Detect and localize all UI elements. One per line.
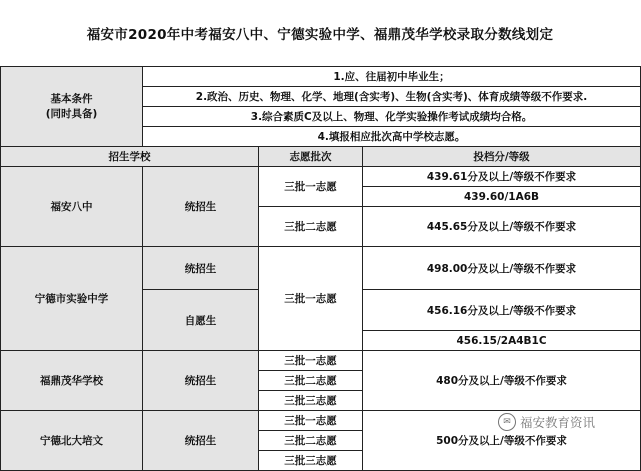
school-name: 宁德市实验中学: [1, 247, 143, 351]
batch-cell: 三批一志愿: [259, 411, 363, 431]
batch-cell: 三批一志愿: [259, 351, 363, 371]
admission-type: 统招生: [143, 411, 259, 471]
batch-cell: 三批一志愿: [259, 167, 363, 207]
condition-item: 1.应、往届初中毕业生；: [143, 67, 641, 87]
school-name: 福鼎茂华学校: [1, 351, 143, 411]
condition-item: 3.综合素质C及以上、物理、化学实验操作考试成绩均合格。: [143, 107, 641, 127]
batch-cell: 三批二志愿: [259, 431, 363, 451]
score-cell: 500分及以上/等级不作要求: [363, 411, 641, 471]
admission-type: 统招生: [143, 351, 259, 411]
score-cell: 498.00分及以上/等级不作要求: [363, 247, 641, 290]
score-cell: 456.15/2A4B1C: [363, 331, 641, 351]
score-cell: 480分及以上/等级不作要求: [363, 351, 641, 411]
condition-item: 2.政治、历史、物理、化学、地理(含实考)、生物(含实考)、体育成绩等级不作要求.: [143, 87, 641, 107]
admission-table: [0, 66, 641, 471]
admission-type: 统招生: [143, 167, 259, 247]
conditions-label-note: (同时具备): [45, 107, 98, 120]
score-cell: 445.65分及以上/等级不作要求: [363, 207, 641, 247]
school-name: 福安八中: [1, 167, 143, 247]
watermark-text: 福安教育资讯: [520, 415, 596, 430]
batch-cell: 三批一志愿: [259, 247, 363, 351]
school-name: 宁德北大培文: [1, 411, 143, 471]
batch-cell: 三批二志愿: [259, 371, 363, 391]
header-school: 招生学校: [1, 147, 259, 167]
conditions-label-cell: [1, 67, 143, 147]
condition-item: 4.填报相应批次高中学校志愿。: [143, 127, 641, 147]
wechat-icon: ✉: [498, 413, 516, 431]
header-score: 投档分/等级: [363, 147, 641, 167]
batch-cell: 三批三志愿: [259, 391, 363, 411]
score-cell: 456.16分及以上/等级不作要求: [363, 290, 641, 331]
batch-cell: 三批三志愿: [259, 451, 363, 471]
conditions-label: 基本条件: [50, 92, 93, 105]
admission-type: 统招生: [143, 247, 259, 290]
score-cell: 439.60/1A6B: [363, 187, 641, 207]
page-title: 福安市2020年中考福安八中、宁德实验中学、福鼎茂华学校录取分数线划定: [86, 27, 554, 43]
batch-cell: 三批二志愿: [259, 207, 363, 247]
header-batch: 志愿批次: [259, 147, 363, 167]
admission-type: 自愿生: [143, 290, 259, 351]
score-cell: 439.61分及以上/等级不作要求: [363, 167, 641, 187]
